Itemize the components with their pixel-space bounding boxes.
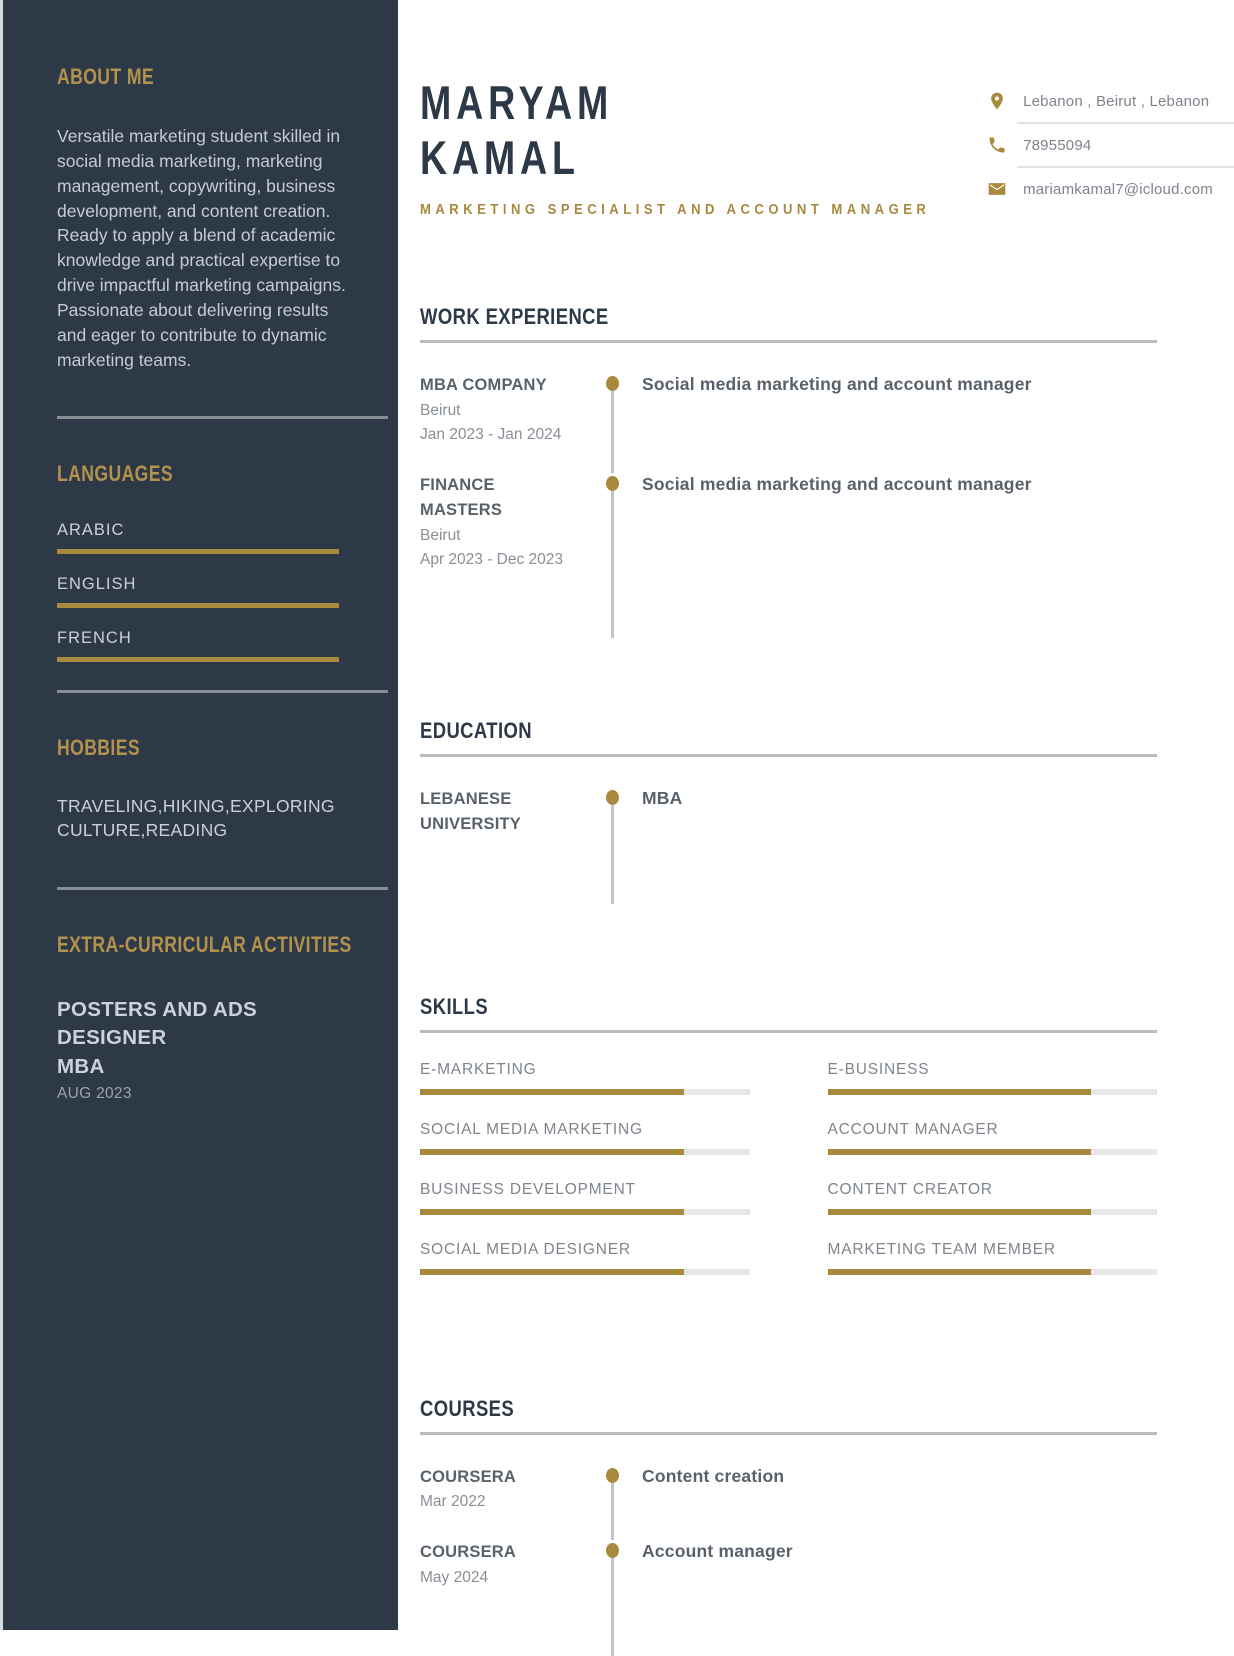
work-entry-info [420,373,602,473]
about-heading: ABOUT ME [57,64,155,89]
work-entry-info [420,473,602,638]
skill-label: E-MARKETING [420,1060,537,1078]
skill-label: BUSINESS DEVELOPMENT [420,1180,636,1198]
work-dates: Apr 2023 - Dec 2023 [420,550,564,568]
work-entries [420,373,1157,638]
work-role: Social media marketing and account manager [642,473,1032,494]
skill-item [828,1181,1158,1215]
education-entry [420,787,1157,904]
section-rule [420,754,1157,757]
skill-item [828,1061,1158,1095]
contact-location-row [987,86,1234,116]
skill-level-bar [420,1269,684,1275]
courses-heading: COURSES [420,1395,515,1421]
skill-track [420,1209,750,1215]
contact-block [987,86,1234,204]
first-name: MARYAM [420,76,614,129]
contact-phone: 78955094 [1023,136,1092,154]
work-experience-section [420,304,1157,638]
skill-level-bar [420,1149,684,1155]
timeline-marker [602,473,642,638]
sidebar-divider [57,416,388,419]
skill-label: CONTENT CREATOR [827,1180,993,1198]
skill-level-bar [420,1209,684,1215]
skills-column-left [420,1061,750,1301]
extracurricular-section [57,932,354,1103]
course-provider: COURSERA [420,1467,517,1486]
company-location: Beirut [420,401,461,419]
envelope-icon [987,179,1007,199]
extracurricular-entry [57,996,354,1103]
language-item [57,629,354,662]
work-entry [420,373,1157,473]
skill-level-bar [828,1269,1092,1275]
work-experience-heading: WORK EXPERIENCE [420,303,609,329]
skill-label: MARKETING TEAM MEMBER [827,1240,1056,1258]
contact-divider [1017,166,1234,168]
timeline-marker [602,1540,642,1656]
skill-label: E-BUSINESS [827,1060,930,1078]
skill-track [828,1209,1158,1215]
work-entry [420,473,1157,638]
languages-list [57,521,354,662]
course-date: May 2024 [420,1568,489,1586]
skill-item [828,1241,1158,1275]
language-label: ARABIC [57,521,125,540]
skill-track [420,1269,750,1275]
timeline-marker [602,373,642,473]
language-label: FRENCH [57,629,132,648]
skill-level-bar [828,1089,1092,1095]
education-entries [420,787,1157,904]
education-heading: EDUCATION [420,717,532,743]
language-item [57,521,354,554]
spacer [420,638,1157,718]
company-name: MBA COMPANY [420,375,547,394]
degree-name: MBA [642,787,683,808]
section-rule [420,1030,1157,1033]
section-rule [420,340,1157,343]
sidebar-divider [57,887,388,890]
timeline-marker [602,787,642,904]
work-role: Social media marketing and account manager [642,373,1032,394]
hobbies-heading: HOBBIES [57,735,140,761]
skills-column-right [828,1061,1158,1301]
hobbies-text: TRAVELING,HIKING,EXPLORING CULTURE,READING [57,796,335,841]
spacer [420,218,1157,304]
skill-level-bar [828,1149,1092,1155]
course-entry-info [420,1465,602,1541]
skill-track [420,1149,750,1155]
skill-track [828,1149,1158,1155]
phone-icon [987,135,1007,155]
contact-phone-row [987,130,1234,160]
extracurricular-award: MBA [57,1055,105,1079]
education-section [420,718,1157,904]
sidebar [0,0,398,1630]
skill-label: SOCIAL MEDIA DESIGNER [420,1240,631,1258]
about-text: Versatile marketing student skilled in social media marketing, marketing management, copywriting, business development, and content creation. Ready to apply a blend of academic knowledge and practical expertise to drive impactful marketing campaigns. Passionate about delivering results and eager to contribute to dynamic marketing teams. [57,126,346,370]
location-pin-icon [987,91,1007,111]
skills-grid [420,1061,1157,1301]
course-entry-info [420,1540,602,1656]
skill-label: ACCOUNT MANAGER [827,1120,999,1138]
skill-item [828,1121,1158,1155]
header [420,76,1213,218]
languages-heading: LANGUAGES [57,461,174,487]
language-item [57,575,354,608]
skill-item [420,1181,750,1215]
hobbies-section [57,735,354,842]
course-entry [420,1540,1157,1656]
language-label: ENGLISH [57,575,137,594]
last-name: KAMAL [420,130,580,184]
page-title: MARKETING SPECIALIST AND ACCOUNT MANAGER [420,201,931,218]
skill-item [420,1061,750,1095]
skill-item [420,1241,750,1275]
course-name: Account manager [642,1541,793,1562]
skill-level-bar [420,1089,684,1095]
extracurricular-date: AUG 2023 [57,1084,132,1102]
skill-track [828,1089,1158,1095]
work-dates: Jan 2023 - Jan 2024 [420,425,562,443]
spacer [420,1301,1157,1396]
skill-track [828,1269,1158,1275]
main-column [398,0,1234,1630]
language-level-bar [57,603,339,608]
course-entries [420,1465,1157,1656]
course-entry [420,1465,1157,1541]
name-block [420,76,987,218]
contact-location: Lebanon , Beirut , Lebanon [1023,92,1210,110]
language-level-bar [57,657,339,662]
skills-heading: SKILLS [420,993,489,1019]
sidebar-divider [57,690,388,693]
school-name: LEBANESE UNIVERSITY [420,789,522,834]
contact-email: mariamkamal7@icloud.com [1023,180,1213,198]
spacer [420,904,1157,994]
course-name: Content creation [642,1465,785,1486]
course-provider: COURSERA [420,1543,517,1562]
skill-track [420,1089,750,1095]
course-date: Mar 2022 [420,1493,486,1511]
skill-label: SOCIAL MEDIA MARKETING [420,1120,643,1138]
education-entry-info [420,787,602,904]
contact-email-row [987,174,1234,204]
courses-section [420,1396,1157,1656]
skills-section [420,994,1157,1301]
company-location: Beirut [420,526,461,544]
company-name: FINANCE MASTERS [420,475,503,520]
skill-item [420,1121,750,1155]
timeline-marker [602,1465,642,1541]
languages-section [57,461,354,662]
language-level-bar [57,549,339,554]
skill-level-bar [828,1209,1092,1215]
extracurricular-heading: EXTRA-CURRICULAR ACTIVITIES [57,931,352,957]
contact-divider [1017,122,1234,124]
extracurricular-activity: POSTERS AND ADS DESIGNER [57,997,258,1050]
section-rule [420,1432,1157,1435]
